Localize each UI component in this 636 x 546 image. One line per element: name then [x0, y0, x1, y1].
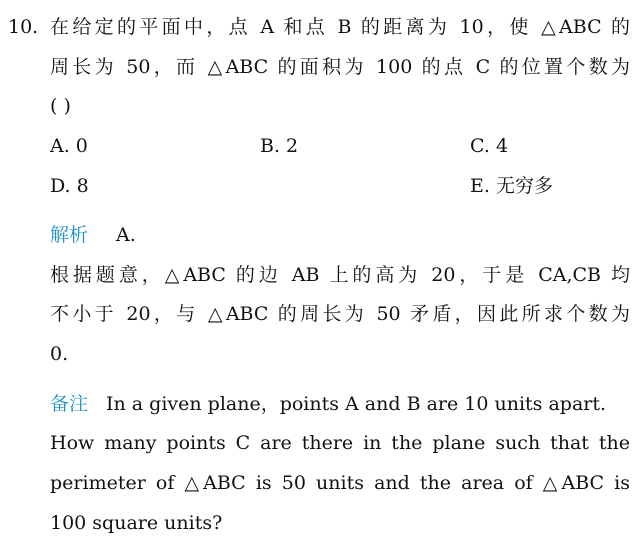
answer-blank: ( ) [50, 95, 71, 117]
note-line-4: 100 square units? [50, 512, 223, 534]
analysis-header [50, 222, 136, 248]
question-line-1: 在给定的平面中，点 A 和点 B 的距离为 10，使 △ABC 的 [50, 16, 630, 38]
analysis-line-2: 不小于 20，与 △ABC 的周长为 50 矛盾，因此所求个数为 [50, 303, 630, 325]
analysis-tag: 解析 [50, 224, 89, 246]
option-b: B. 2 [260, 135, 299, 157]
note-line-3: perimeter of △ABC is 50 units and the area of △ABC is [50, 472, 630, 494]
note-line-1-row [50, 391, 630, 417]
note-line-2: How many points C are there in the plane such that the [50, 432, 630, 454]
analysis-answer: A. [116, 224, 136, 246]
option-a: A. 0 [50, 135, 88, 157]
note-line-1: In a given plane，points A and B are 10 units apart. [106, 393, 607, 415]
analysis-line-1: 根据题意，△ABC 的边 AB 上的高为 20，于是 CA,CB 均 [50, 264, 630, 286]
question-number: 10. [8, 16, 39, 38]
analysis-line-3: 0. [50, 343, 69, 365]
option-d: D. 8 [50, 175, 89, 197]
option-e: E. 无穷多 [470, 175, 553, 197]
question-line-2: 周长为 50，而 △ABC 的面积为 100 的点 C 的位置个数为 [50, 56, 630, 78]
note-tag: 备注 [50, 393, 89, 415]
option-c: C. 4 [470, 135, 509, 157]
